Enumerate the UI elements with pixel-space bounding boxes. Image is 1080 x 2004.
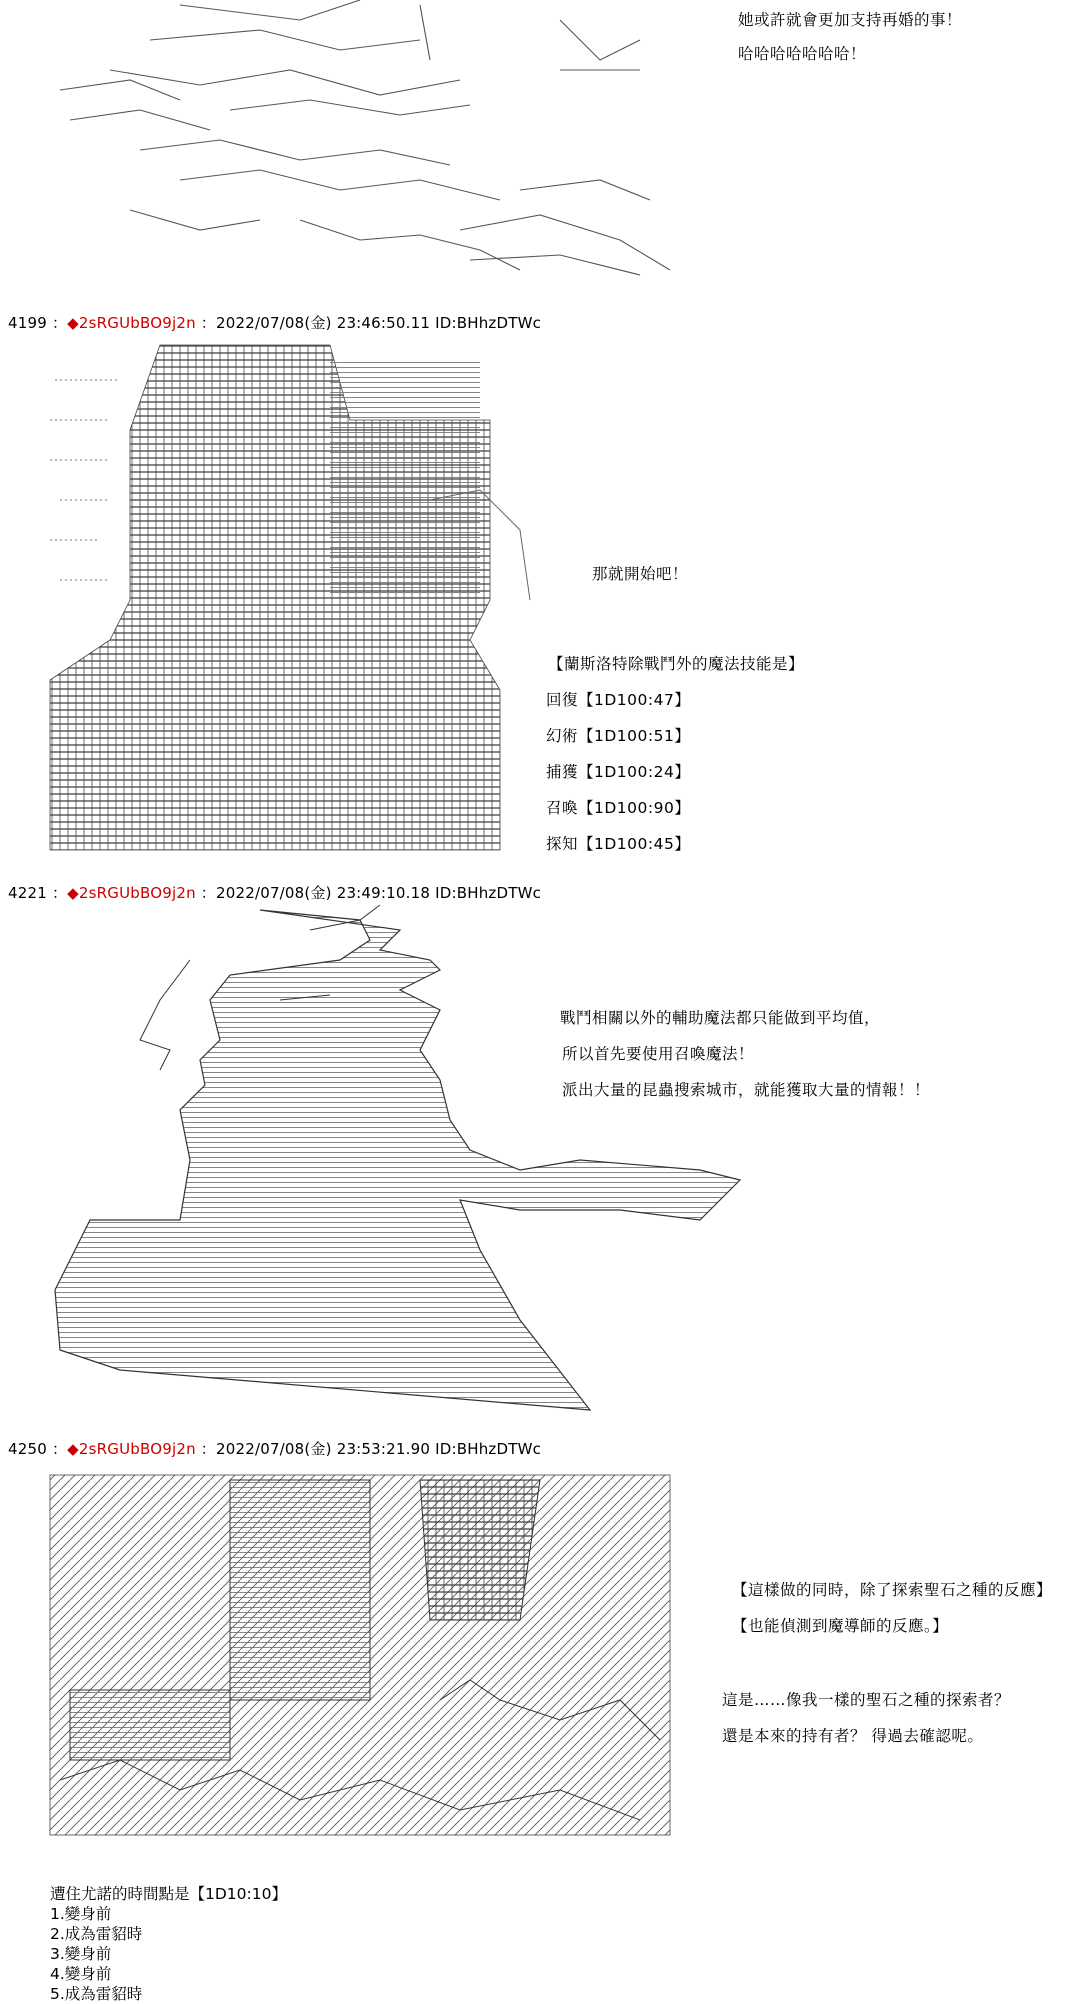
skill-line: 幻術【1D100:51】 xyxy=(546,727,691,745)
post-id: ID:BHhzDTWc xyxy=(435,884,542,902)
panel4-line-3: 這是……像我一樣的聖石之種的探索者？ xyxy=(722,1691,1011,1709)
panel4-line-1: 【這樣做的同時，除了探索聖石之種的反應】 xyxy=(732,1581,1053,1599)
panel2-intro: 那就開始吧！ xyxy=(592,565,689,583)
post-id: ID:BHhzDTWc xyxy=(435,314,542,332)
panel2-heading: 【蘭斯洛特除戰鬥外的魔法技能是】 xyxy=(548,655,805,673)
art-panel-1 xyxy=(60,0,670,275)
post-datetime: 2022/07/08(金) 23:49:10.18 xyxy=(215,884,431,902)
post-number: 4221 xyxy=(8,884,47,902)
panel1-line-1: 她或許就會更加支持再婚的事！ xyxy=(738,11,963,29)
art-panel-4 xyxy=(50,1475,670,1835)
footer-option: 4.變身前 xyxy=(50,1965,112,1983)
skill-line: 捕獲【1D100:24】 xyxy=(546,763,691,781)
footer-option: 1.變身前 xyxy=(50,1905,112,1923)
skill-line: 探知【1D100:45】 xyxy=(546,835,691,853)
skill-line: 回復【1D100:47】 xyxy=(546,691,691,709)
art-panel-3 xyxy=(55,905,740,1410)
post-number: 4199 xyxy=(8,314,47,332)
footer-option: 2.成為雷貂時 xyxy=(50,1925,143,1943)
post-trip: ◆2sRGUbBO9j2n xyxy=(67,314,196,332)
post-number: 4250 xyxy=(8,1440,47,1458)
post-trip: ◆2sRGUbBO9j2n xyxy=(67,1440,196,1458)
footer-option: 3.變身前 xyxy=(50,1945,112,1963)
panel4-line-4: 還是本來的持有者？ 得過去確認呢。 xyxy=(722,1727,984,1745)
panel3-line-2: 所以首先要使用召喚魔法！ xyxy=(562,1045,755,1063)
panel3-line-3: 派出大量的昆蟲搜索城市，就能獲取大量的情報！！ xyxy=(562,1081,931,1099)
post-header: 4221 ：◆2sRGUbBO9j2n ：2022/07/08(金) 23:49:10.18 ID:BHhzDTWc xyxy=(8,884,542,902)
panel1-line-2: 哈哈哈哈哈哈哈！ xyxy=(738,45,867,63)
art-panel-2 xyxy=(50,345,530,850)
skill-line: 召喚【1D100:90】 xyxy=(546,799,691,817)
footer-title: 遭住尤諾的時間點是【1D10:10】 xyxy=(50,1885,287,1903)
footer-option: 5.成為雷貂時 xyxy=(50,1985,143,2003)
post-id: ID:BHhzDTWc xyxy=(435,1440,542,1458)
panel3-line-1: 戰鬥相關以外的輔助魔法都只能做到平均值， xyxy=(560,1009,881,1027)
post-datetime: 2022/07/08(金) 23:46:50.11 xyxy=(215,314,431,332)
panel4-line-2: 【也能偵測到魔導師的反應。】 xyxy=(732,1617,949,1635)
footer-block xyxy=(50,1884,287,2004)
post-header: 4250 ：◆2sRGUbBO9j2n ：2022/07/08(金) 23:53:21.90 ID:BHhzDTWc xyxy=(8,1440,542,1458)
post-trip: ◆2sRGUbBO9j2n xyxy=(67,884,196,902)
post-datetime: 2022/07/08(金) 23:53:21.90 xyxy=(215,1440,431,1458)
post-header: 4199 ：◆2sRGUbBO9j2n ：2022/07/08(金) 23:46:50.11 ID:BHhzDTWc xyxy=(8,314,542,332)
